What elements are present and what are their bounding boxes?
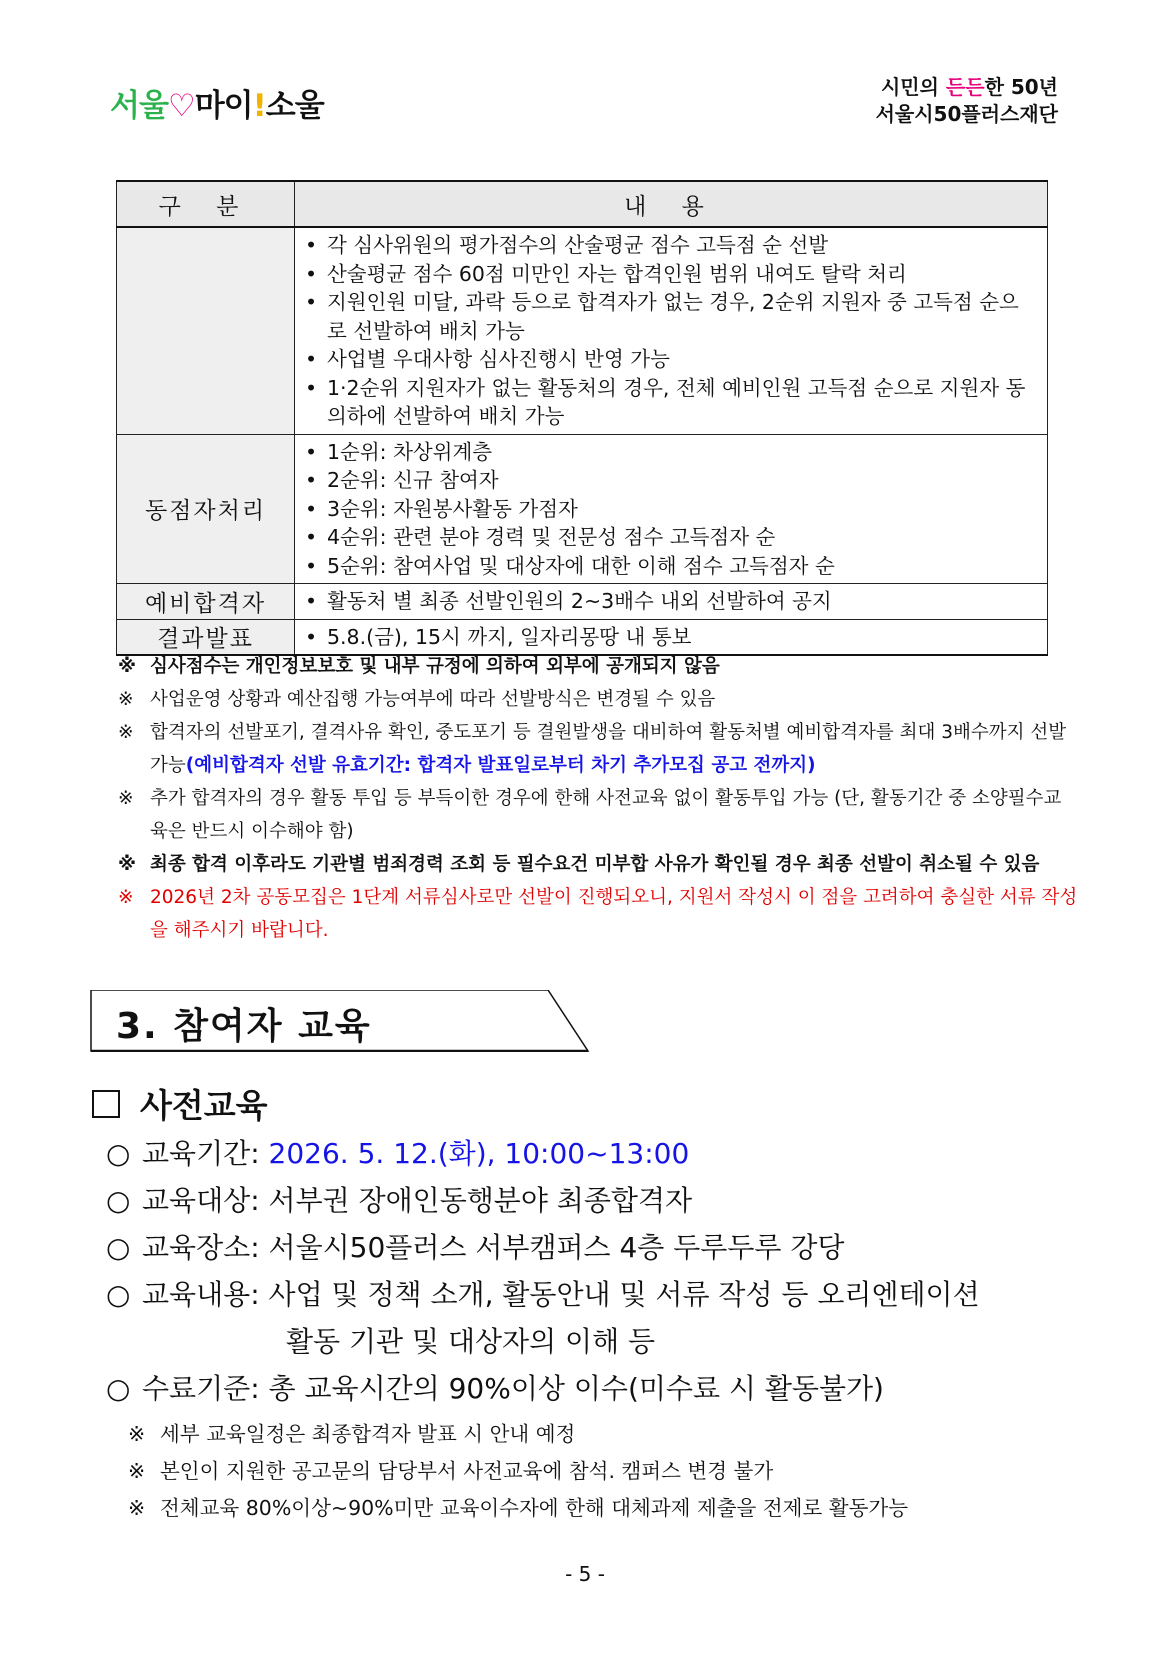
circle-bullet-icon: ○: [106, 1278, 131, 1311]
list-item: • 5.8.(금), 15시 까지, 일자리몽땅 내 통보: [305, 624, 692, 649]
checkbox-square-icon: [92, 1090, 120, 1118]
table-header-row: [117, 181, 1048, 227]
table-notes: [118, 650, 1078, 947]
circle-bullet-icon: ○: [106, 1372, 131, 1405]
row-content: [295, 434, 1048, 584]
education-notes: [128, 1416, 908, 1527]
row-label: 동점자처리: [117, 434, 295, 584]
row-label: 예비합격자: [117, 584, 295, 620]
completion-criteria: ○ 수료기준: 총 교육시간의 90%이상 이수(미수료 시 활동불가): [106, 1365, 1086, 1412]
seoul-my-soul-logo: 서울♡마이!소울: [110, 88, 324, 124]
exclamation-icon: !: [252, 88, 266, 124]
note-item: ※ 전체교육 80%이상~90%미만 교육이수자에 한해 대체과제 제출을 전제로 활동가능: [128, 1496, 909, 1520]
list-item: • 각 심사위원의 평가점수의 산술평균 점수 고득점 순 선발: [305, 233, 829, 257]
note-item: ※ 최종 합격 이후라도 기관별 범죄경력 조회 등 필수요건 미부합 사유가 확인될 경우 최종 선발이 취소될 수 있음: [118, 854, 1040, 875]
column-header-category: 구 분: [117, 181, 295, 227]
list-item: • 산술평균 점수 60점 미만인 자는 합격인원 범위 내여도 탈락 처리: [305, 261, 907, 286]
row-content: [295, 227, 1048, 434]
list-item: • 2순위: 신규 참여자: [305, 468, 499, 492]
education-content: ○ 교육내용: 사업 및 정책 소개, 활동안내 및 서류 작성 등 오리엔테이션: [106, 1271, 1086, 1318]
table-row: [117, 434, 1048, 584]
note-item: ※ 사업운영 상황과 예산집행 가능여부에 따라 선발방식은 변경될 수 있음: [118, 689, 716, 710]
page-number: - 5 -: [565, 1562, 605, 1586]
selection-criteria-table: [116, 180, 1048, 656]
column-header-content: 내 용: [295, 181, 1048, 227]
row-content: [295, 584, 1048, 620]
note-item-warning: ※ 2026년 2차 공동모집은 1단계 서류심사로만 선발이 진행되오니, 지원서 작성시 이 점을 고려하여 충실한 서류 작성을 해주시기 바랍니다.: [118, 887, 1078, 941]
subsection-title: 사전교육: [92, 1080, 268, 1127]
foundation-logo: 시민의 든든한 50년 서울시50플러스재단: [875, 75, 1058, 126]
education-target: ○ 교육대상: 서부권 장애인동행분야 최종합격자: [106, 1177, 1086, 1224]
note-item: ※ 합격자의 선발포기, 결격사유 확인, 중도포기 등 결원발생을 대비하여 활동처별 예비합격자를 최대 3배수까지 선발 가능(예비합격자 선발 유효기간: 합격자 발표일로부터 차기 추가모집 공고 전까지): [118, 722, 1067, 776]
circle-bullet-icon: ○: [106, 1184, 131, 1217]
list-item: • 3순위: 자원봉사활동 가점자: [305, 496, 578, 521]
row-label: 결과발표: [117, 619, 295, 655]
education-content-continued: 활동 기관 및 대상자의 이해 등: [286, 1325, 656, 1358]
validity-period-note: (예비합격자 선발 유효기간: 합격자 발표일로부터 차기 추가모집 공고 전까지): [185, 755, 816, 776]
circle-bullet-icon: ○: [106, 1137, 131, 1170]
list-item: • 1순위: 차상위계층: [305, 439, 493, 464]
heart-icon: ♡: [167, 88, 195, 124]
circle-bullet-icon: ○: [106, 1231, 131, 1264]
list-item: • 사업별 우대사항 심사진행시 반영 가능: [305, 347, 670, 371]
table-row: [117, 584, 1048, 620]
row-label: [117, 227, 295, 434]
list-item: • 4순위: 관련 분야 경력 및 전문성 점수 고득점자 순: [305, 525, 776, 549]
list-item: • 1·2순위 지원자가 없는 활동처의 경우, 전체 예비인원 고득점 순으로 지원자 동의하에 선발하여 배치 가능: [305, 375, 1026, 428]
list-item: • 지원인원 미달, 과락 등으로 합격자가 없는 경우, 2순위 지원자 중 고득점 순으로 선발하여 배치 가능: [305, 290, 1019, 343]
list-item: • 활동처 별 최종 선발인원의 2~3배수 내외 선발하여 공지: [305, 589, 832, 613]
note-item: ※ 추가 합격자의 경우 활동 투입 등 부득이한 경우에 한해 사전교육 없이 활동투입 가능 (단, 활동기간 중 소양필수교육은 반드시 이수해야 함): [118, 788, 1062, 842]
note-item: ※ 본인이 지원한 공고문의 담당부서 사전교육에 참석. 캠퍼스 변경 불가: [128, 1459, 774, 1483]
table-row: [117, 227, 1048, 434]
education-items: [106, 1130, 1086, 1412]
section-title: 3. 참여자 교육: [90, 990, 610, 1052]
list-item: • 5순위: 참여사업 및 대상자에 대한 이해 점수 고득점자 순: [305, 553, 835, 578]
note-item: ※ 세부 교육일정은 최종합격자 발표 시 안내 예정: [128, 1422, 576, 1446]
note-item: ※ 심사점수는 개인정보보호 및 내부 규정에 의하여 외부에 공개되지 않음: [118, 656, 720, 677]
education-place: ○ 교육장소: 서울시50플러스 서부캠퍼스 4층 두루두루 강당: [106, 1224, 1086, 1271]
education-period: ○ 교육기간: 2026. 5. 12.(화), 10:00~13:00: [106, 1130, 1086, 1177]
